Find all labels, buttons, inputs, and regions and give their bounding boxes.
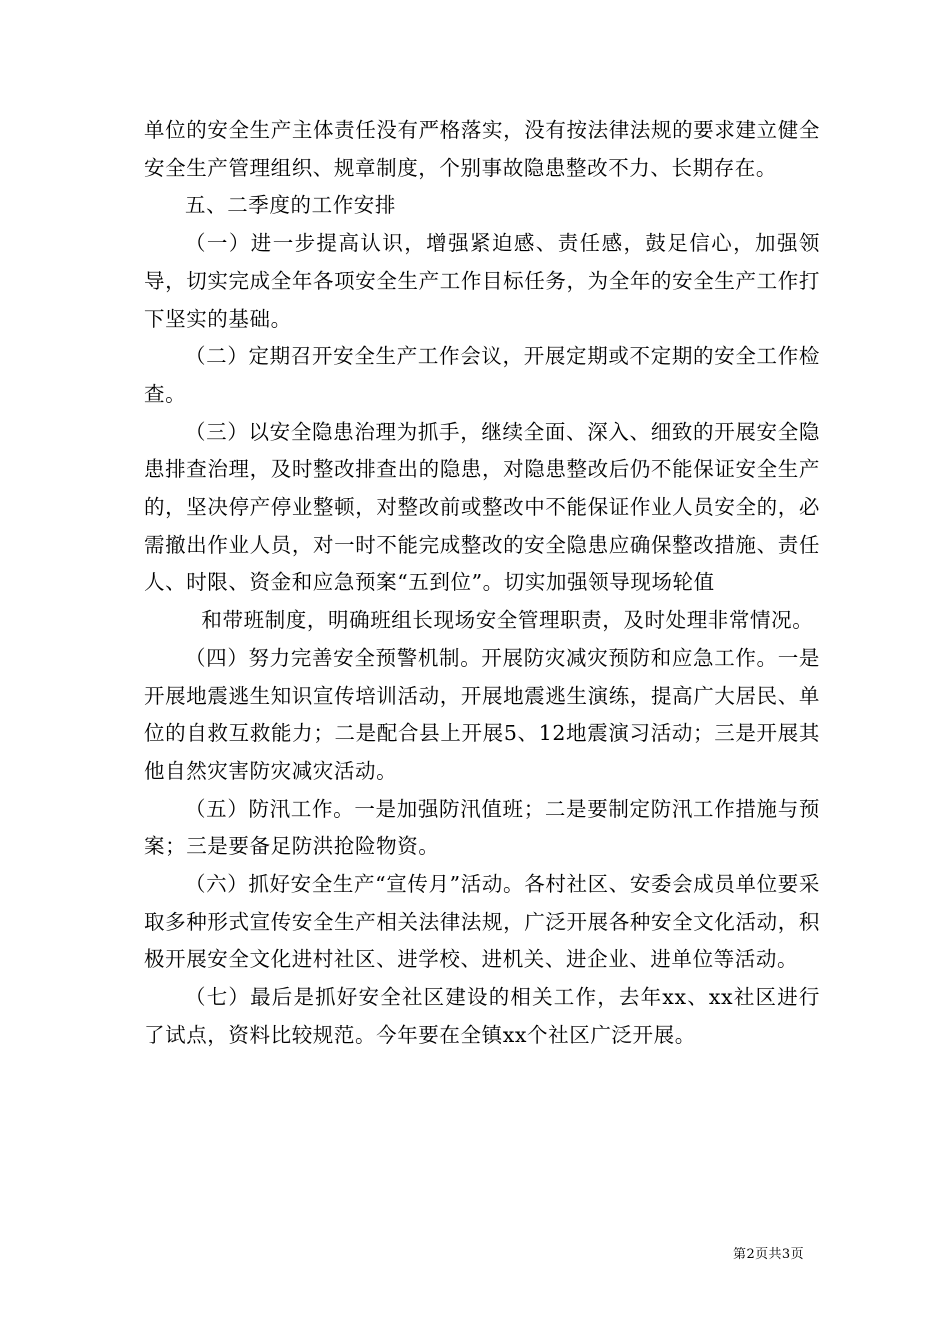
- paragraph-item-3: （三）以安全隐患治理为抓手，继续全面、深入、细致的开展安全隐患排查治理，及时整改排查出的隐患，对隐患整改后仍不能保证安全生产的，坚决停产停业整顿，对整改前或整改中不能保证作业人员安全的，必需撤出作业人员，对一时不能完成整改的安全隐患应确保整改措施、责任人、时限、资金和应急预案“五到位”。切实加强领导现场轮值: [144, 419, 820, 595]
- paragraph-item-4: （四）努力完善安全预警机制。开展防灾减灾预防和应急工作。一是开展地震逃生知识宣传培训活动，开展地震逃生演练，提高广大居民、单位的自救互救能力；二是配合县上开展5、12地震演习活动；三是开展其他自然灾害防灾减灾活动。: [144, 645, 820, 783]
- paragraph-item-1: （一）进一步提高认识，增强紧迫感、责任感，鼓足信心，加强领导，切实完成全年各项安全生产工作目标任务，为全年的安全生产工作打下坚实的基础。: [144, 231, 820, 331]
- page-number: 第2页共3页: [733, 1247, 804, 1262]
- paragraph-item-5: （五）防汛工作。一是加强防汛值班；二是要制定防汛工作措施与预案；三是要备足防洪抢险物资。: [144, 796, 820, 859]
- section-heading: 五、二季度的工作安排: [185, 193, 396, 218]
- paragraph-continued: 单位的安全生产主体责任没有严格落实，没有按法律法规的要求建立健全安全生产管理组织、规章制度，个别事故隐患整改不力、长期存在。: [144, 118, 820, 180]
- document-body: [144, 112, 820, 1055]
- paragraph-item-3-continued: 和带班制度，明确班组长现场安全管理职责，及时处理非常情况。: [201, 608, 814, 633]
- paragraph-item-2: （二）定期召开安全生产工作会议，开展定期或不定期的安全工作检查。: [144, 344, 820, 406]
- paragraph-item-6: （六）抓好安全生产“宣传月”活动。各村社区、安委会成员单位要采取多种形式宣传安全生产相关法律法规，广泛开展各种安全文化活动，积极开展安全文化进村社区、进学校、进机关、进企业、进单位等活动。: [144, 872, 820, 972]
- paragraph-item-7: （七）最后是抓好安全社区建设的相关工作，去年xx、xx社区进行了试点，资料比较规范。今年要在全镇xx个社区广泛开展。: [144, 985, 820, 1047]
